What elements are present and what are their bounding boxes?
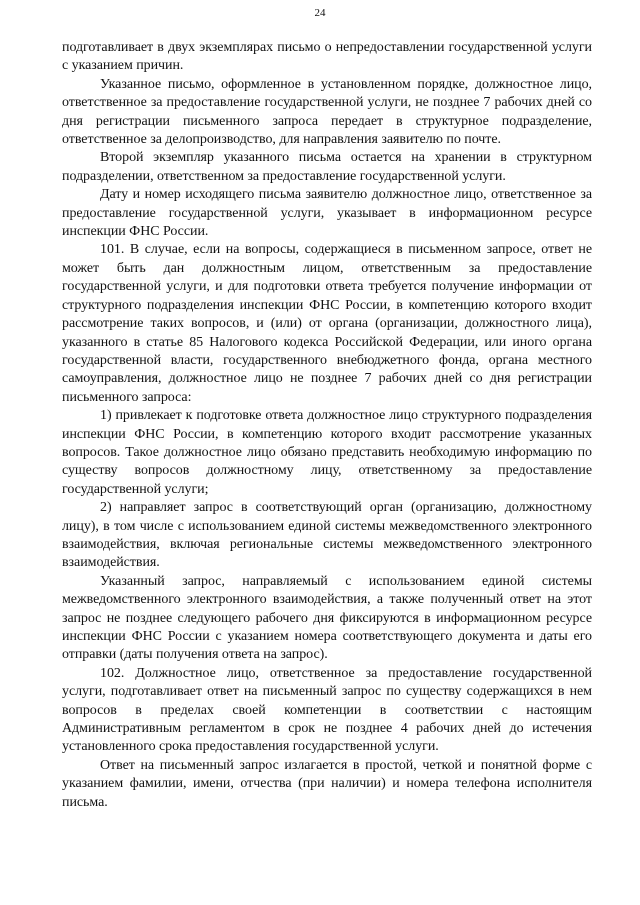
paragraph: 102. Должностное лицо, ответственное за предоставление государственной услуги, подготавливает ответ на письменный запрос по существу содержащихся в нем вопросов в пределах своей компетенции в соответствии с настоящим Административным регламентом в срок не позднее 4 рабочих дней до истечения установленного срока предоставления государственной услуги. [62,665,592,755]
paragraph: подготавливает в двух экземплярах письмо о непредоставлении государственной услуги с указанием причин. [62,40,592,74]
paragraph: 101. В случае, если на вопросы, содержащиеся в письменном запросе, ответ не может быть дан должностным лицом, ответственным за предоставление государственной услуги, и для подготовки ответа требуется получение информации от структурного подразделения инспекции ФНС России, в компетенцию которого входит рассмотрение таких вопросов, и (или) от органа (организации, должностного лица), указанного в статье 85 Налогового кодекса Российской Федерации, или иного органа государственной власти, государственного внебюджетного фонда, органа местного самоуправления, должностное лицо не позднее 7 рабочих дней со дня регистрации письменного запроса: [62,242,592,405]
paragraph: Ответ на письменный запрос излагается в простой, четкой и понятной форме с указанием фамилии, имени, отчества (при наличии) и номера телефона исполнителя письма. [62,757,592,810]
paragraph: Второй экземпляр указанного письма остается на хранении в структурном подразделении, ответственном за предоставление государственной услуги. [62,150,592,184]
document-body [62,39,592,812]
page-number: 24 [314,7,326,19]
paragraph: Указанный запрос, направляемый с использованием единой системы межведомственного электронного взаимодействия, а также полученный ответ на этот запрос не позднее следующего рабочего дня фиксируются в информационном ресурсе инспекции ФНС России с указанием номера соответствующего документа и даты его отправки (даты получения ответа на запрос). [62,573,592,663]
list-item: 1) привлекает к подготовке ответа должностное лицо структурного подразделения инспекции ФНС России, в компетенцию которого входит рассмотрение указанных вопросов. Такое должностное лицо обязано представить необходимую информацию по существу вопросов должностному лицу, ответственному за предоставление государственной услуги; [62,408,592,497]
paragraph: Указанное письмо, оформленное в установленном порядке, должностное лицо, ответственное за предоставление государственной услуги, не позднее 7 рабочих дней со дня регистрации письменного запроса передает в структурное подразделение, ответственное за делопроизводство, для направления заявителю по почте. [62,76,592,148]
list-item: 2) направляет запрос в соответствующий орган (организацию, должностному лицу), в том числе с использованием единой системы межведомственного электронного взаимодействия, включая региональные системы межведомственного электронного взаимодействия. [62,500,592,571]
paragraph: Дату и номер исходящего письма заявителю должностное лицо, ответственное за предоставление государственной услуги, указывает в информационном ресурсе инспекции ФНС России. [62,187,592,240]
